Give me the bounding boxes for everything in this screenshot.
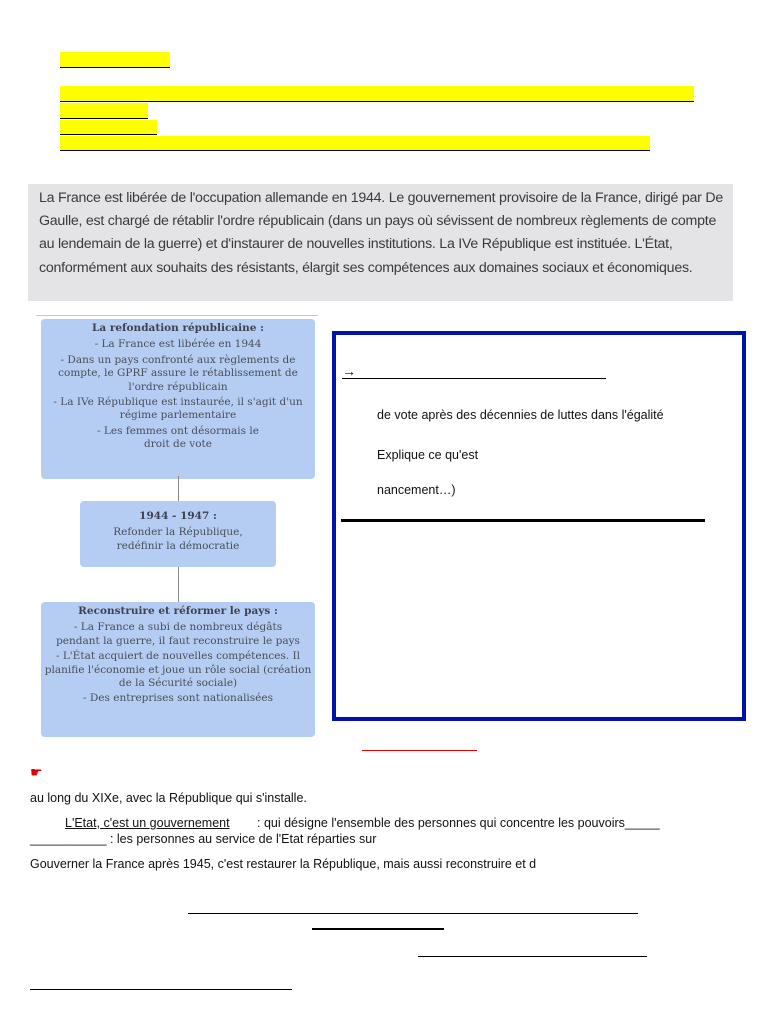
mindmap — [36, 313, 318, 737]
mindmap-box-reconstruire — [41, 602, 315, 737]
mindmap-top-border — [36, 315, 318, 316]
mindmap-box-title: 1944 - 1947 : — [139, 510, 217, 522]
mindmap-item: - La France est libérée en 1944 — [94, 338, 262, 351]
task-line: Explique ce qu'est — [377, 448, 479, 462]
intro-paragraph: La France est libérée de l'occupation allemande en 1944. Le gouvernement provisoire de la France, dirigé par De Gaulle, est chargé de rétablir l'ordre républicain (dans un pays où sévissent de nombreux règlements de compte au lendemain de la guerre) et d'instaurer de nouvelles institutions. La IVe République est instituée. L'État, conformément aux souhaits des résistants, élargit ses compétences aux domaines sociaux et économiques. — [39, 190, 723, 276]
body-line: ___________ : les personnes au service de l'Etat réparties sur — [30, 832, 377, 846]
blank-line — [418, 955, 647, 957]
mindmap-item: - Des entreprises sont nationalisées — [83, 692, 273, 705]
body-line: Gouverner la France après 1945, c'est restaurer la République, mais aussi reconstruire et d — [30, 857, 537, 871]
highlight-line-2 — [60, 103, 148, 119]
blank-line — [342, 377, 606, 379]
hand-pointer-icon: ☛ — [30, 764, 43, 780]
mindmap-box-title: La refondation républicaine : — [91, 322, 265, 334]
blank-line — [188, 912, 638, 914]
mindmap-connector — [178, 476, 179, 501]
blank-line-thick — [312, 928, 444, 930]
mindmap-box-refondation — [41, 319, 315, 479]
etat-definition-text: : qui désigne l'ensemble des personnes qui concentre les pouvoirs_____ — [257, 816, 660, 830]
red-underline — [362, 750, 477, 751]
mindmap-item: - L'État acquiert de nouvelles compétences. Il planifie l'économie et joue un rôle social (création de la Sécurité sociale) — [44, 650, 312, 690]
mindmap-box-dates — [80, 501, 276, 567]
mindmap-connector — [178, 567, 179, 602]
blank-line-1 — [60, 100, 146, 102]
mindmap-item: - La France a subi de nombreux dégâts pendant la guerre, il faut reconstruire le pays — [56, 621, 300, 647]
blank-line — [30, 988, 292, 990]
task-line: nancement…) — [377, 483, 456, 497]
highlight-line-4 — [60, 136, 650, 151]
mindmap-box-title: Reconstruire et réformer le pays : — [78, 605, 278, 617]
etat-definition-term: L'Etat, c'est un gouvernement — [65, 816, 230, 830]
mindmap-item: - Les femmes ont désormais le droit de vote — [97, 424, 259, 451]
task-line: de vote après des décennies de luttes dans l'égalité — [377, 408, 664, 422]
answer-line — [341, 519, 705, 522]
highlight-title-blank — [60, 52, 170, 68]
highlight-line-3 — [60, 120, 157, 135]
body-line: au long du XIXe, avec la République qui s'installe. — [30, 791, 307, 805]
highlight-line-1 — [60, 86, 694, 102]
mindmap-item: - Dans un pays confronté aux règlements de compte, le GPRF assure le rétablissement de l'ordre républicain — [58, 353, 298, 393]
task-box — [332, 331, 746, 721]
arrow-icon: → — [342, 363, 356, 379]
intro-box — [28, 184, 733, 301]
mindmap-item: - La IVe République est instaurée, il s'agit d'un régime parlementaire — [53, 396, 303, 422]
mindmap-item: Refonder la République, redéfinir la démocratie — [113, 526, 243, 552]
